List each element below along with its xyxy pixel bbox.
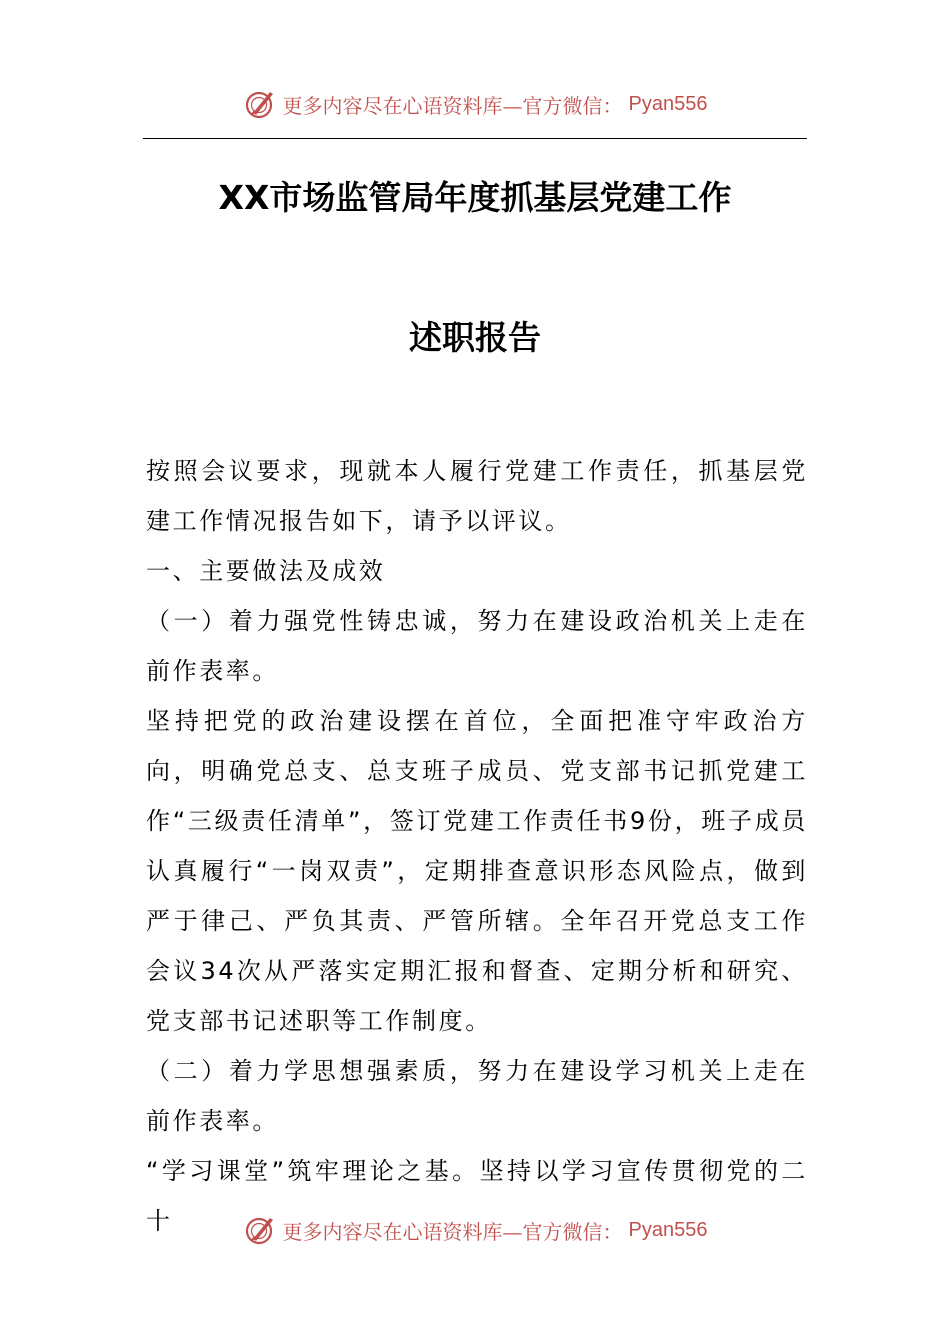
body-paragraph: “学习课堂”筑牢理论之基。坚持以学习宣传贯彻党的二十 [146, 1157, 808, 1235]
quill-pen-seal-icon [243, 1213, 277, 1247]
quill-pen-seal-icon [243, 87, 277, 121]
watermark-text: 更多内容尽在心语资料库—官方微信： [282, 93, 623, 118]
subsection-heading: （一）着力强党性铸忠诚，努力在建设政治机关上走在前作表率。 [146, 607, 808, 685]
subsection-heading: （二）着力学思想强素质，努力在建设学习机关上走在前作表率。 [146, 1057, 808, 1135]
watermark-footer [0, 1210, 950, 1250]
watermark-text: 更多内容尽在心语资料库—官方微信： [282, 1219, 623, 1244]
body-paragraph: 按照会议要求，现就本人履行党建工作责任，抓基层党建工作情况报告如下，请予以评议。 [146, 457, 808, 535]
document-body [146, 446, 808, 1246]
header-divider [143, 138, 807, 139]
body-paragraph: 坚持把党的政治建设摆在首位，全面把准守牢政治方向，明确党总支、总支班子成员、党支部书记抓党建工作“三级责任清单”，签订党建工作责任书9份，班子成员认真履行“一岗双责”，定期排查意识形态风险点，做到严于律己、严负其责、严管所辖。全年召开党总支工作会议34次从严落实定期汇报和督查、定期分析和研究、党支部书记述职等工作制度。 [146, 707, 808, 1035]
watermark-header [0, 84, 950, 124]
section-heading: 一、主要做法及成效 [146, 557, 386, 585]
document-subtitle: 述职报告 [409, 318, 541, 357]
document-title: XX市场监管局年度抓基层党建工作 [218, 178, 732, 217]
watermark-account: Pyan556 [628, 1218, 708, 1241]
watermark-account: Pyan556 [628, 92, 708, 115]
